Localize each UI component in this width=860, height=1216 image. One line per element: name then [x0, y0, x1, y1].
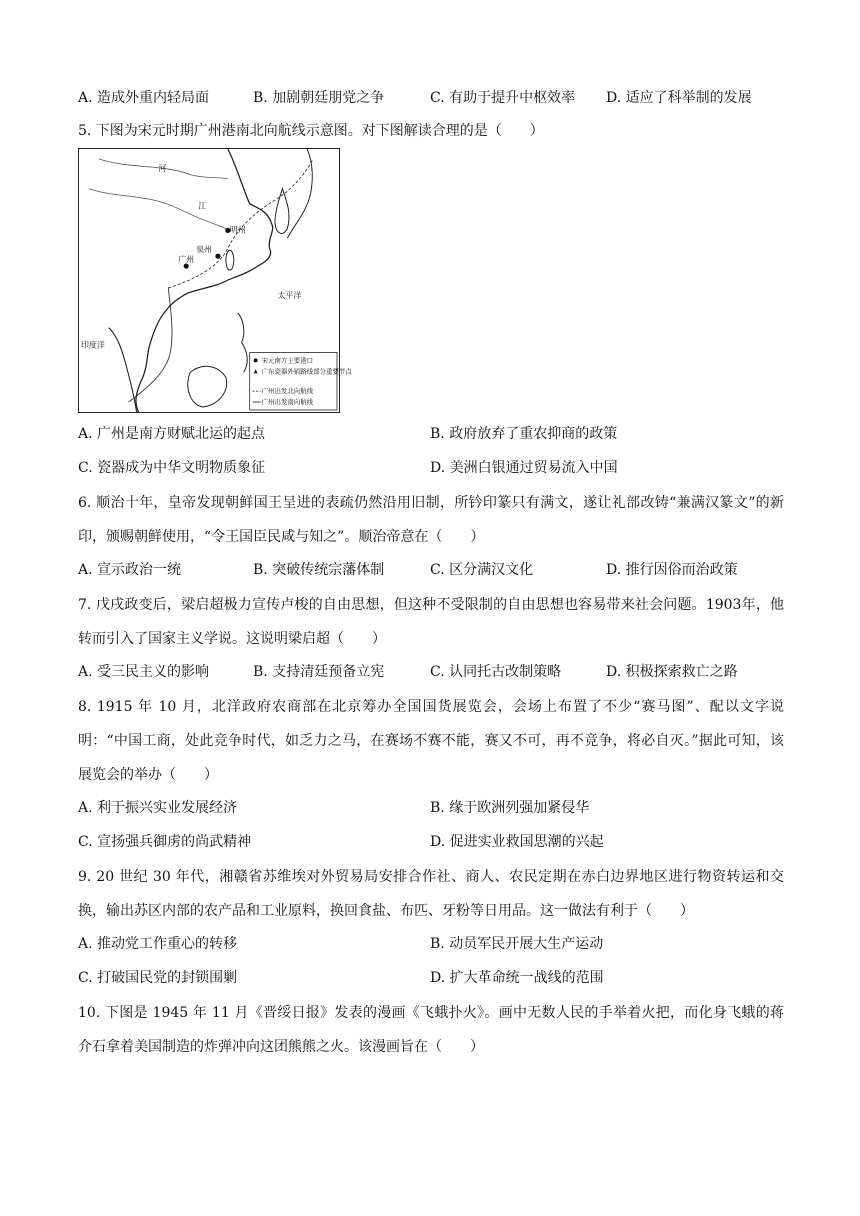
q6-option-b: B. 突破传统宗藩体制	[253, 562, 385, 578]
q9-option-a: A. 推动党工作重心的转移	[78, 936, 238, 952]
q8-option-b: B. 缘于欧洲列强加紧侵华	[430, 800, 590, 816]
q9-option-d: D. 扩大革命统一战线的范围	[430, 970, 604, 986]
legend-north-route: 广州出发北向航线	[261, 387, 314, 396]
q6-option-a: A. 宣示政治一统	[78, 562, 182, 578]
q7-option-b: B. 支持清廷预备立宪	[253, 664, 385, 680]
label-pacific: 太平洋	[277, 290, 302, 300]
q9-option-b: B. 动员军民开展大生产运动	[430, 936, 604, 952]
q5-stem: 5. 下图为宋元时期广州港南北向航线示意图。对下图解读合理的是（ ）	[78, 123, 544, 139]
q7-option-c: C. 认同托古改制策略	[430, 664, 562, 680]
q9-option-c: C. 打破国民党的封锁围剿	[78, 970, 238, 986]
q7-option-a: A. 受三民主义的影响	[78, 664, 210, 680]
q8-stem: 8. 1915 年 10 月，北洋政府农商部在北京筹办全国国货展览会，会场上布置了不少“赛马图”、配以文字说明：“中国工商，处此竞争时代，如乏力之马，在赛场不赛不能，赛又不可，再不竞争，将必自灭。”据此可知，该展览会的举办（ ）	[78, 699, 784, 783]
label-quanzhou: 泉州	[196, 245, 212, 255]
legend-south-route: 广州出发南向航线	[261, 398, 314, 407]
label-he: 河	[158, 163, 167, 173]
q6-option-c: C. 区分满汉文化	[430, 562, 534, 578]
q8-option-c: C. 宣扬强兵御虏的尚武精神	[78, 834, 252, 850]
q4-option-b: B. 加剧朝廷朋党之争	[253, 90, 385, 106]
q5-option-b: B. 政府放弃了重农抑商的政策	[430, 426, 618, 442]
q8-option-a: A. 利于振兴实业发展经济	[78, 800, 238, 816]
q5-option-c: C. 瓷器成为中华文明物质象征	[78, 460, 266, 476]
q5-route-map	[78, 148, 352, 413]
q4-option-a: A. 造成外重内轻局面	[78, 90, 210, 106]
legend-porcelain: 广东瓷器外销路线部分重要节点	[261, 367, 352, 376]
q5-option-d: D. 美洲白银通过贸易流入中国	[430, 460, 618, 476]
label-indian: 印度洋	[80, 340, 105, 350]
label-mingzhou: 明州	[229, 225, 246, 235]
q5-option-a: A. 广州是南方财赋北运的起点	[78, 426, 266, 442]
q4-option-d: D. 适应了科举制的发展	[606, 90, 752, 106]
q10-stem: 10. 下图是 1945 年 11 月《晋绥日报》发表的漫画《飞蛾扑火》。画中无数人民的手举着火把，而化身飞蛾的蒋介石拿着美国制造的炸弹冲向这团熊熊之火。该漫画旨在（ ）	[78, 1005, 784, 1055]
q4-option-c: C. 有助于提升中枢效率	[430, 90, 576, 106]
q7-stem: 7. 戊戌政变后，梁启超极力宣传卢梭的自由思想，但这种不受限制的自由思想也容易带来社会问题。1903年，他转而引入了国家主义学说。这说明梁启超（ ）	[78, 597, 784, 647]
label-jiang: 江	[198, 201, 207, 211]
label-guangzhou: 广州	[178, 255, 195, 265]
q9-stem: 9. 20 世纪 30 年代，湘赣省苏维埃对外贸易局安排合作社、商人、农民定期在赤白边界地区进行物资转运和交换，输出苏区内部的农产品和工业原料，换回食盐、布匹、牙粉等日用品。这一做法有利于（ ）	[78, 869, 784, 919]
legend-ports: 宋元南方主要港口	[261, 356, 314, 365]
q8-option-d: D. 促进实业救国思潮的兴起	[430, 834, 604, 850]
q7-option-d: D. 积极探索救亡之路	[606, 664, 738, 680]
q6-option-d: D. 推行因俗而治政策	[606, 562, 738, 578]
q6-stem: 6. 顺治十年，皇帝发现朝鲜国王呈进的表疏仍然沿用旧制，所钤印篆只有满文，遂让礼部改铸“兼满汉篆文”的新印，颁赐朝鲜使用，“令王国臣民咸与知之”。顺治帝意在（ ）	[78, 495, 784, 545]
